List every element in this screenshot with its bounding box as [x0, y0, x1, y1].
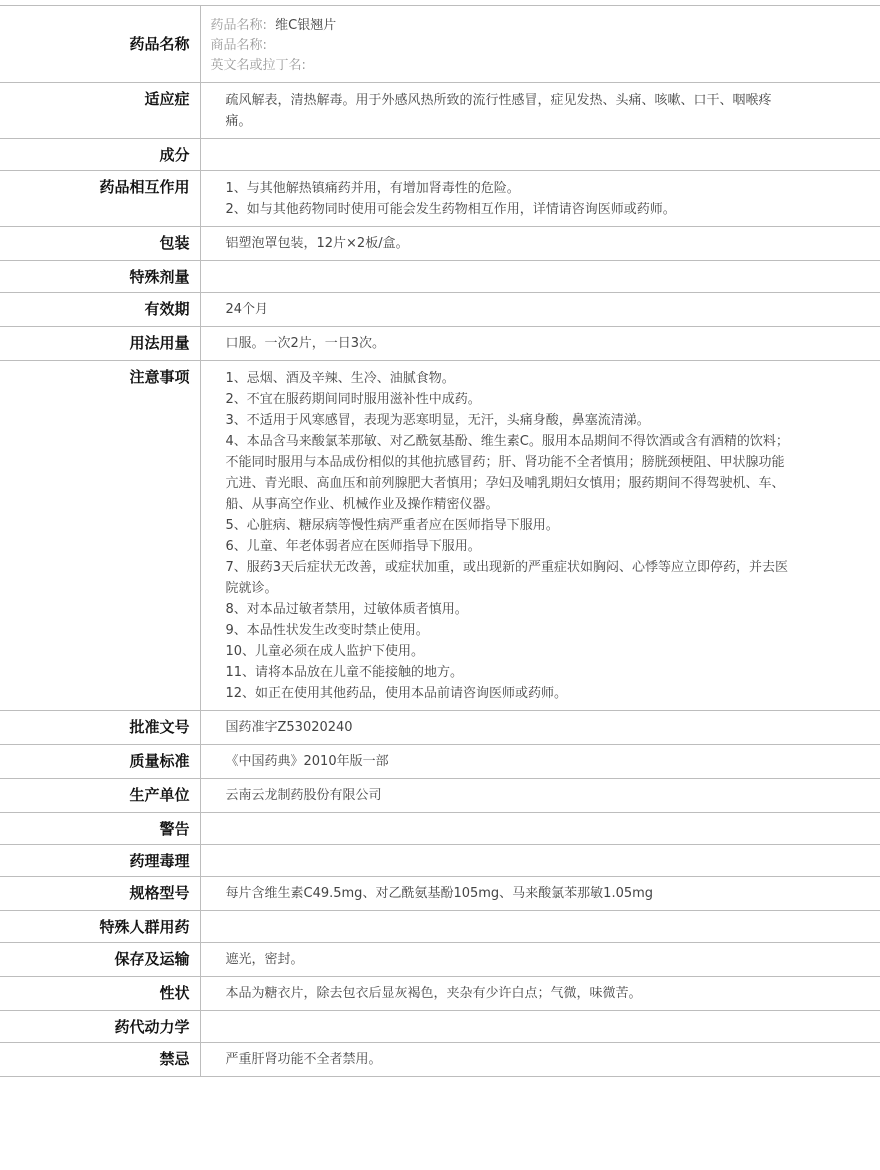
ingredients-value [200, 139, 880, 171]
row-manufacturer [0, 779, 880, 813]
row-interactions [0, 171, 880, 227]
pharmacokinetics-value [200, 1011, 880, 1043]
precaution-item: 7、服药3天后症状无改善，或症状加重，或出现新的严重症状如胸闷、心悸等应立即停药，并去医院就诊。 [225, 560, 789, 596]
row-shelf-life [0, 293, 880, 327]
interaction-item: 2、如与其他药物同时使用可能会发生药物相互作用，详情请咨询医师或药师。 [225, 202, 676, 217]
warning-label: 警告 [0, 813, 200, 845]
precaution-item: 8、对本品过敏者禁用，过敏体质者慎用。 [225, 602, 468, 617]
row-precautions [0, 361, 880, 711]
special-populations-label: 特殊人群用药 [0, 911, 200, 943]
drug-info-table [0, 5, 880, 1077]
trade-name-line [211, 36, 871, 56]
row-approval-number [0, 711, 880, 745]
packaging-value: 铝塑泡罩包装，12片×2板/盒。 [200, 227, 880, 261]
approval-number-value: 国药准字Z53020240 [200, 711, 880, 745]
interactions-value [200, 171, 880, 227]
trade-name-key: 商品名称: [210, 38, 267, 53]
row-pharmacology-toxicology [0, 845, 880, 877]
indications-label: 适应症 [0, 83, 200, 139]
storage-transport-label: 保存及运输 [0, 943, 200, 977]
special-dosage-value [200, 261, 880, 293]
interaction-item: 1、与其他解热镇痛药并用，有增加肾毒性的危险。 [225, 181, 520, 196]
interactions-label: 药品相互作用 [0, 171, 200, 227]
description-value: 本品为糖衣片，除去包衣后显灰褐色，夹杂有少许白点；气微，味微苦。 [200, 977, 880, 1011]
shelf-life-value: 24个月 [200, 293, 880, 327]
approval-number-label: 批准文号 [0, 711, 200, 745]
precautions-label: 注意事项 [0, 361, 200, 711]
shelf-life-label: 有效期 [0, 293, 200, 327]
english-name-key: 英文名或拉丁名: [210, 58, 306, 73]
contraindications-value: 严重肝肾功能不全者禁用。 [200, 1043, 880, 1077]
pharmacokinetics-label: 药代动力学 [0, 1011, 200, 1043]
row-quality-standard [0, 745, 880, 779]
pharmacology-toxicology-value [200, 845, 880, 877]
drug-name-value [200, 6, 880, 83]
warning-value [200, 813, 880, 845]
specification-value: 每片含维生素C49.5mg、对乙酰氨基酚105mg、马来酸氯苯那敏1.05mg [200, 877, 880, 911]
generic-name-line [211, 16, 871, 36]
contraindications-label: 禁忌 [0, 1043, 200, 1077]
row-specification [0, 877, 880, 911]
special-dosage-label: 特殊剂量 [0, 261, 200, 293]
precaution-item: 3、不适用于风寒感冒，表现为恶寒明显，无汗，头痛身酸，鼻塞流清涕。 [225, 413, 650, 428]
description-label: 性状 [0, 977, 200, 1011]
packaging-label: 包装 [0, 227, 200, 261]
row-special-populations [0, 911, 880, 943]
manufacturer-label: 生产单位 [0, 779, 200, 813]
quality-standard-value: 《中国药典》2010年版一部 [200, 745, 880, 779]
precautions-value [200, 361, 880, 711]
row-indications [0, 83, 880, 139]
row-packaging [0, 227, 880, 261]
row-description [0, 977, 880, 1011]
storage-transport-value: 遮光，密封。 [200, 943, 880, 977]
english-name-line [211, 56, 871, 76]
row-warning [0, 813, 880, 845]
row-storage-transport [0, 943, 880, 977]
precaution-item: 9、本品性状发生改变时禁止使用。 [225, 623, 429, 638]
manufacturer-value: 云南云龙制药股份有限公司 [200, 779, 880, 813]
generic-name-value: 维C银翘片 [275, 18, 337, 33]
row-contraindications [0, 1043, 880, 1077]
ingredients-label: 成分 [0, 139, 200, 171]
generic-name-key: 药品名称: [210, 18, 267, 33]
drug-name-label: 药品名称 [0, 6, 200, 83]
row-special-dosage [0, 261, 880, 293]
quality-standard-label: 质量标准 [0, 745, 200, 779]
special-populations-value [200, 911, 880, 943]
indications-value: 疏风解表，清热解毒。用于外感风热所致的流行性感冒，症见发热、头痛、咳嗽、口干、咽喉疼痛。 [200, 83, 880, 139]
precaution-item: 12、如正在使用其他药品，使用本品前请咨询医师或药师。 [225, 686, 568, 701]
drug-info-sheet [0, 5, 880, 1077]
precaution-item: 1、忌烟、酒及辛辣、生冷、油腻食物。 [225, 371, 455, 386]
pharmacology-toxicology-label: 药理毒理 [0, 845, 200, 877]
precaution-item: 5、心脏病、糖尿病等慢性病严重者应在医师指导下服用。 [225, 518, 559, 533]
specification-label: 规格型号 [0, 877, 200, 911]
usage-value: 口服。一次2片，一日3次。 [200, 327, 880, 361]
row-pharmacokinetics [0, 1011, 880, 1043]
precaution-item: 2、不宜在服药期间同时服用滋补性中成药。 [225, 392, 481, 407]
row-drug-name [0, 6, 880, 83]
precaution-item: 11、请将本品放在儿童不能接触的地方。 [225, 665, 464, 680]
usage-label: 用法用量 [0, 327, 200, 361]
precaution-item: 4、本品含马来酸氯苯那敏、对乙酰氨基酚、维生素C。服用本品期间不得饮酒或含有酒精的饮料；不能同时服用与本品成份相似的其他抗感冒药；肝、肾功能不全者慎用；膀胱颈梗阻、甲状腺功能亢进、青光眼、高血压和前列腺肥大者慎用；孕妇及哺乳期妇女慎用；服药期间不得驾驶机、车、船、从事高空作业、机械作业及操作精密仪器。 [225, 434, 789, 512]
row-usage [0, 327, 880, 361]
precaution-item: 6、儿童、年老体弱者应在医师指导下服用。 [225, 539, 481, 554]
row-ingredients [0, 139, 880, 171]
precaution-item: 10、儿童必须在成人监护下使用。 [225, 644, 425, 659]
